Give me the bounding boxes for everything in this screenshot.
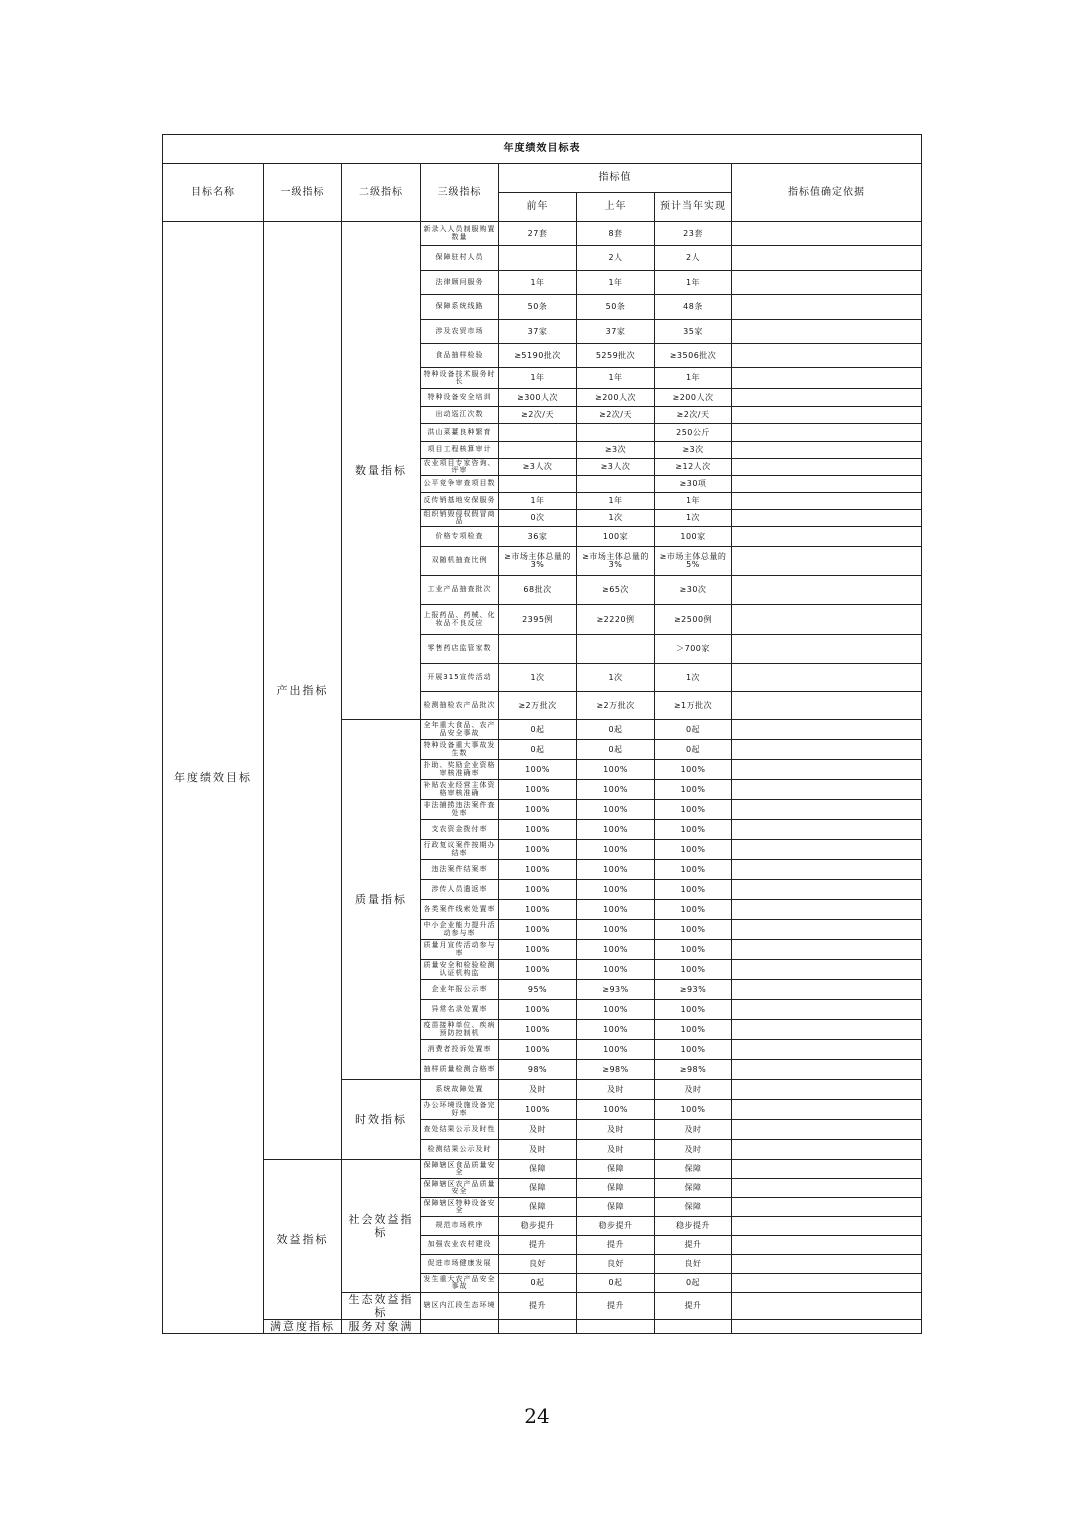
table-row [163,1320,922,1334]
level2-cell: 社会效益指标 [342,1160,421,1293]
prev-year-value: 0起 [499,720,577,740]
prev-year-value: 1年 [499,368,577,389]
level3-cell: 行政复议案件按期办结率 [421,840,499,860]
basis-cell [732,860,922,880]
current-year-value: 100% [655,1000,732,1020]
last-year-value: ≥93% [577,980,655,1000]
last-year-value: 100% [577,960,655,980]
basis-cell [732,1000,922,1020]
basis-cell [732,664,922,692]
level3-cell: 出动巡江次数 [421,407,499,424]
basis-cell [732,1020,922,1040]
prev-year-value: ≥2次/天 [499,407,577,424]
last-year-value [577,424,655,442]
current-year-value: 100家 [655,527,732,547]
level3-cell: 上报药品、药械、化妆品不良反应 [421,605,499,635]
prev-year-value: 100% [499,800,577,820]
prev-year-value: 37家 [499,320,577,344]
last-year-value: 稳步提升 [577,1217,655,1236]
prev-year-value: 100% [499,840,577,860]
prev-year-value: ≥300人次 [499,389,577,407]
prev-year-value: 0起 [499,1274,577,1293]
prev-year-value: 稳步提升 [499,1217,577,1236]
level3-cell: 特种设备重大事故发生数 [421,740,499,760]
current-year-value: ≥98% [655,1060,732,1080]
current-year-value: 100% [655,920,732,940]
current-year-value: 提升 [655,1236,732,1255]
current-year-value: 及时 [655,1140,732,1160]
basis-cell [732,1060,922,1080]
basis-cell [732,900,922,920]
level3-cell: 加强农业农村建设 [421,1236,499,1255]
level3-cell: 各类案件线索处置率 [421,900,499,920]
last-year-value: ≥3次 [577,442,655,459]
current-year-value: 稳步提升 [655,1217,732,1236]
basis-cell [732,760,922,780]
last-year-value: 37家 [577,320,655,344]
current-year-value: 保障 [655,1198,732,1217]
basis-cell [732,527,922,547]
last-year-value: ≥2220例 [577,605,655,635]
basis-cell [732,1100,922,1120]
prev-year-value: 68批次 [499,576,577,605]
current-year-value: 23套 [655,222,732,246]
prev-year-value: ≥2万批次 [499,692,577,720]
level3-cell: 保障辖区食品质量安全 [421,1160,499,1179]
last-year-value: 100% [577,820,655,840]
current-year-value: ≥3506批次 [655,344,732,368]
header-level3: 三级指标 [421,164,499,222]
basis-cell [732,493,922,510]
last-year-value: 100% [577,1100,655,1120]
basis-cell [732,344,922,368]
level3-cell: 中小企业能力提升活动参与率 [421,920,499,940]
basis-cell [732,1080,922,1100]
current-year-value: 保障 [655,1160,732,1179]
prev-year-value: ≥5190批次 [499,344,577,368]
current-year-value: 1年 [655,368,732,389]
prev-year-value: 98% [499,1060,577,1080]
current-year-value: 保障 [655,1179,732,1198]
prev-year-value: 提升 [499,1236,577,1255]
last-year-value: ≥200人次 [577,389,655,407]
level3-cell: 农业项目专家咨询、评审 [421,459,499,476]
basis-cell [732,271,922,295]
basis-cell [732,692,922,720]
last-year-value: 1年 [577,493,655,510]
current-year-value: 0起 [655,720,732,740]
prev-year-value: 36家 [499,527,577,547]
current-year-value: 提升 [655,1293,732,1320]
last-year-value: 0起 [577,720,655,740]
basis-cell [732,510,922,527]
basis-cell [732,368,922,389]
prev-year-value: 100% [499,1020,577,1040]
level2-cell: 时效指标 [342,1080,421,1160]
prev-year-value: 100% [499,1000,577,1020]
level3-cell: 食品抽样检验 [421,344,499,368]
level3-cell: 非法捕捞违法案件查处率 [421,800,499,820]
level3-cell: 双随机抽查比例 [421,547,499,576]
last-year-value: 及时 [577,1140,655,1160]
last-year-value: 8套 [577,222,655,246]
last-year-value: 100% [577,840,655,860]
level3-cell: 支农资金拨付率 [421,820,499,840]
basis-cell [732,605,922,635]
level3-cell: 洪山菜薹良种繁育 [421,424,499,442]
level3-cell: 企业年报公示率 [421,980,499,1000]
level3-cell: 保障辖区农产品质量安全 [421,1179,499,1198]
level3-cell: 补贴农业经营主体资格审核准确 [421,780,499,800]
basis-cell [732,1179,922,1198]
prev-year-value: 100% [499,780,577,800]
level3-cell: 项目工程核算审计 [421,442,499,459]
level2-cell: 生态效益指标 [342,1293,421,1320]
table-row [163,1160,922,1179]
level3-cell: 组织销毁侵权假冒商品 [421,510,499,527]
level1-cell: 效益指标 [264,1160,342,1320]
prev-year-value: 良好 [499,1255,577,1274]
level3-cell: 系统故障处置 [421,1080,499,1100]
last-year-value: 2人 [577,246,655,271]
prev-year-value: 100% [499,1040,577,1060]
level3-cell: 开展315宣传活动 [421,664,499,692]
header-last-year: 上年 [577,193,655,222]
prev-year-value: 100% [499,940,577,960]
basis-cell [732,476,922,493]
current-year-value: 2人 [655,246,732,271]
basis-cell [732,740,922,760]
basis-cell [732,1120,922,1140]
current-year-value: 100% [655,1020,732,1040]
basis-cell [732,407,922,424]
basis-cell [732,1198,922,1217]
last-year-value: 100% [577,920,655,940]
current-year-value: 100% [655,800,732,820]
header-prev-year: 前年 [499,193,577,222]
current-year-value: 1年 [655,493,732,510]
level3-cell [421,1320,499,1334]
current-year-value: 1次 [655,510,732,527]
last-year-value [577,1320,655,1334]
prev-year-value: 0次 [499,510,577,527]
last-year-value: 保障 [577,1179,655,1198]
prev-year-value: 1年 [499,493,577,510]
level3-cell: 保障驻村人员 [421,246,499,271]
last-year-value: 100% [577,940,655,960]
current-year-value: ≥30次 [655,576,732,605]
level3-cell: 特种设备技术服务时长 [421,368,499,389]
prev-year-value: 100% [499,760,577,780]
current-year-value: 48条 [655,295,732,320]
header-basis: 指标值确定依据 [732,164,922,222]
level3-cell: 办公环境设施设备完好率 [421,1100,499,1120]
basis-cell [732,389,922,407]
last-year-value: ≥2次/天 [577,407,655,424]
level3-cell: 疫苗接种单位、疾病预防控制机 [421,1020,499,1040]
prev-year-value: 1年 [499,271,577,295]
current-year-value: 及时 [655,1080,732,1100]
last-year-value: ≥65次 [577,576,655,605]
current-year-value: 100% [655,840,732,860]
level3-cell: 全年重大食品、农产品安全事故 [421,720,499,740]
header-goal-name: 目标名称 [163,164,264,222]
basis-cell [732,1160,922,1179]
last-year-value: 0起 [577,1274,655,1293]
level3-cell: 新录入人员制服购置数量 [421,222,499,246]
current-year-value: ≥2500例 [655,605,732,635]
basis-cell [732,547,922,576]
prev-year-value: 保障 [499,1160,577,1179]
basis-cell [732,1040,922,1060]
current-year-value: 35家 [655,320,732,344]
prev-year-value: 100% [499,880,577,900]
level2-cell: 数量指标 [342,222,421,720]
prev-year-value: 1次 [499,664,577,692]
last-year-value: ≥市场主体总量的3% [577,547,655,576]
current-year-value: 100% [655,780,732,800]
current-year-value: 100% [655,900,732,920]
page-number: 24 [524,1404,550,1428]
last-year-value: ≥3人次 [577,459,655,476]
prev-year-value: 100% [499,960,577,980]
current-year-value: ≥93% [655,980,732,1000]
level3-cell: 价格专项检查 [421,527,499,547]
level2-cell: 服务对象满 [342,1320,421,1334]
level3-cell: 反传销基地安保服务 [421,493,499,510]
level3-cell: 消费者投诉处置率 [421,1040,499,1060]
header-current-year: 预计当年实现 [655,193,732,222]
last-year-value: 良好 [577,1255,655,1274]
current-year-value [655,1320,732,1334]
last-year-value: 1年 [577,368,655,389]
last-year-value: 提升 [577,1293,655,1320]
prev-year-value: 0起 [499,740,577,760]
prev-year-value [499,635,577,664]
last-year-value: 100% [577,880,655,900]
level3-cell: 异常名录处置率 [421,1000,499,1020]
current-year-value: ≥2次/天 [655,407,732,424]
last-year-value: 5259批次 [577,344,655,368]
last-year-value [577,635,655,664]
prev-year-value: 保障 [499,1179,577,1198]
level3-cell: 扑助、奖励企业资格审核准确率 [421,760,499,780]
last-year-value: 及时 [577,1120,655,1140]
current-year-value: ＞700家 [655,635,732,664]
level3-cell: 抽样质量检测合格率 [421,1060,499,1080]
current-year-value: 0起 [655,740,732,760]
current-year-value: ≥1万批次 [655,692,732,720]
basis-cell [732,920,922,940]
current-year-value: 100% [655,760,732,780]
level3-cell: 零售药店监管家数 [421,635,499,664]
prev-year-value: 2395例 [499,605,577,635]
basis-cell [732,940,922,960]
current-year-value: 1年 [655,271,732,295]
basis-cell [732,222,922,246]
basis-cell [732,840,922,860]
last-year-value: 保障 [577,1198,655,1217]
current-year-value: ≥12人次 [655,459,732,476]
prev-year-value: 100% [499,1100,577,1120]
current-year-value: 良好 [655,1255,732,1274]
last-year-value: 1次 [577,510,655,527]
last-year-value: 50条 [577,295,655,320]
prev-year-value: 提升 [499,1293,577,1320]
basis-cell [732,1293,922,1320]
last-year-value: 100% [577,1020,655,1040]
basis-cell [732,820,922,840]
current-year-value: 100% [655,1040,732,1060]
current-year-value: 100% [655,960,732,980]
current-year-value: 1次 [655,664,732,692]
level3-cell: 涉及农贸市场 [421,320,499,344]
level1-cell: 满意度指标 [264,1320,342,1334]
current-year-value: 100% [655,820,732,840]
prev-year-value: ≥3人次 [499,459,577,476]
last-year-value: 100% [577,860,655,880]
level3-cell: 违法案件结案率 [421,860,499,880]
level3-cell: 检测结果公示及时 [421,1140,499,1160]
last-year-value: 及时 [577,1080,655,1100]
prev-year-value [499,246,577,271]
basis-cell [732,980,922,1000]
level3-cell: 辖区内江段生态环境 [421,1293,499,1320]
basis-cell [732,246,922,271]
basis-cell [732,1236,922,1255]
basis-cell [732,295,922,320]
level3-cell: 查处结果公示及时性 [421,1120,499,1140]
prev-year-value: ≥市场主体总量的3% [499,547,577,576]
level3-cell: 特种设备安全培训 [421,389,499,407]
prev-year-value: 及时 [499,1080,577,1100]
basis-cell [732,424,922,442]
basis-cell [732,576,922,605]
level3-cell: 发生重大农产品安全事故 [421,1274,499,1293]
basis-cell [732,780,922,800]
prev-year-value [499,476,577,493]
last-year-value: 100家 [577,527,655,547]
current-year-value: 及时 [655,1120,732,1140]
basis-cell [732,960,922,980]
level3-cell: 促进市场健康发展 [421,1255,499,1274]
basis-cell [732,1140,922,1160]
basis-cell [732,1274,922,1293]
prev-year-value: 及时 [499,1140,577,1160]
level3-cell: 质量安全和检验检测认证机构监 [421,960,499,980]
current-year-value: 0起 [655,1274,732,1293]
header-level2: 二级指标 [342,164,421,222]
header-level1: 一级指标 [264,164,342,222]
prev-year-value: 100% [499,820,577,840]
current-year-value: 100% [655,940,732,960]
basis-cell [732,635,922,664]
last-year-value: 100% [577,760,655,780]
level3-cell: 保障系统线路 [421,295,499,320]
last-year-value: 1年 [577,271,655,295]
basis-cell [732,1217,922,1236]
level3-cell: 公平竞争审查项目数 [421,476,499,493]
level3-cell: 法律顾问服务 [421,271,499,295]
level1-cell: 产出指标 [264,222,342,1160]
current-year-value: 100% [655,1100,732,1120]
basis-cell [732,1255,922,1274]
last-year-value: 1次 [577,664,655,692]
last-year-value: 100% [577,1040,655,1060]
goal-name-cell: 年度绩效目标 [163,222,264,1334]
level3-cell: 工业产品抽查批次 [421,576,499,605]
basis-cell [732,800,922,820]
current-year-value: ≥3次 [655,442,732,459]
last-year-value: 提升 [577,1236,655,1255]
header-indicator-value: 指标值 [499,164,732,193]
prev-year-value [499,442,577,459]
prev-year-value: 100% [499,860,577,880]
last-year-value: 100% [577,1000,655,1020]
current-year-value: 250公斤 [655,424,732,442]
basis-cell [732,320,922,344]
prev-year-value: 95% [499,980,577,1000]
level3-cell: 检测抽检农产品批次 [421,692,499,720]
prev-year-value: 保障 [499,1198,577,1217]
table-row [163,222,922,246]
last-year-value [577,476,655,493]
prev-year-value: 100% [499,900,577,920]
last-year-value: 100% [577,780,655,800]
level3-cell: 质量月宣传活动参与率 [421,940,499,960]
current-year-value: ≥200人次 [655,389,732,407]
level3-cell: 规范市场秩序 [421,1217,499,1236]
prev-year-value: 27套 [499,222,577,246]
current-year-value: 100% [655,860,732,880]
prev-year-value [499,1320,577,1334]
last-year-value: ≥98% [577,1060,655,1080]
basis-cell [732,880,922,900]
last-year-value: ≥2万批次 [577,692,655,720]
basis-cell [732,1320,922,1334]
current-year-value: 100% [655,880,732,900]
level2-cell: 质量指标 [342,720,421,1080]
basis-cell [732,720,922,740]
table-title: 年度绩效目标表 [163,135,922,164]
current-year-value: ≥市场主体总量的5% [655,547,732,576]
prev-year-value: 100% [499,920,577,940]
basis-cell [732,442,922,459]
last-year-value: 100% [577,800,655,820]
current-year-value: ≥30项 [655,476,732,493]
level3-cell: 涉传人员遣返率 [421,880,499,900]
prev-year-value: 及时 [499,1120,577,1140]
last-year-value: 保障 [577,1160,655,1179]
last-year-value: 0起 [577,740,655,760]
performance-target-table [162,134,922,1334]
level3-cell: 保障辖区特种设备安全 [421,1198,499,1217]
basis-cell [732,459,922,476]
prev-year-value: 50条 [499,295,577,320]
last-year-value: 100% [577,900,655,920]
prev-year-value [499,424,577,442]
